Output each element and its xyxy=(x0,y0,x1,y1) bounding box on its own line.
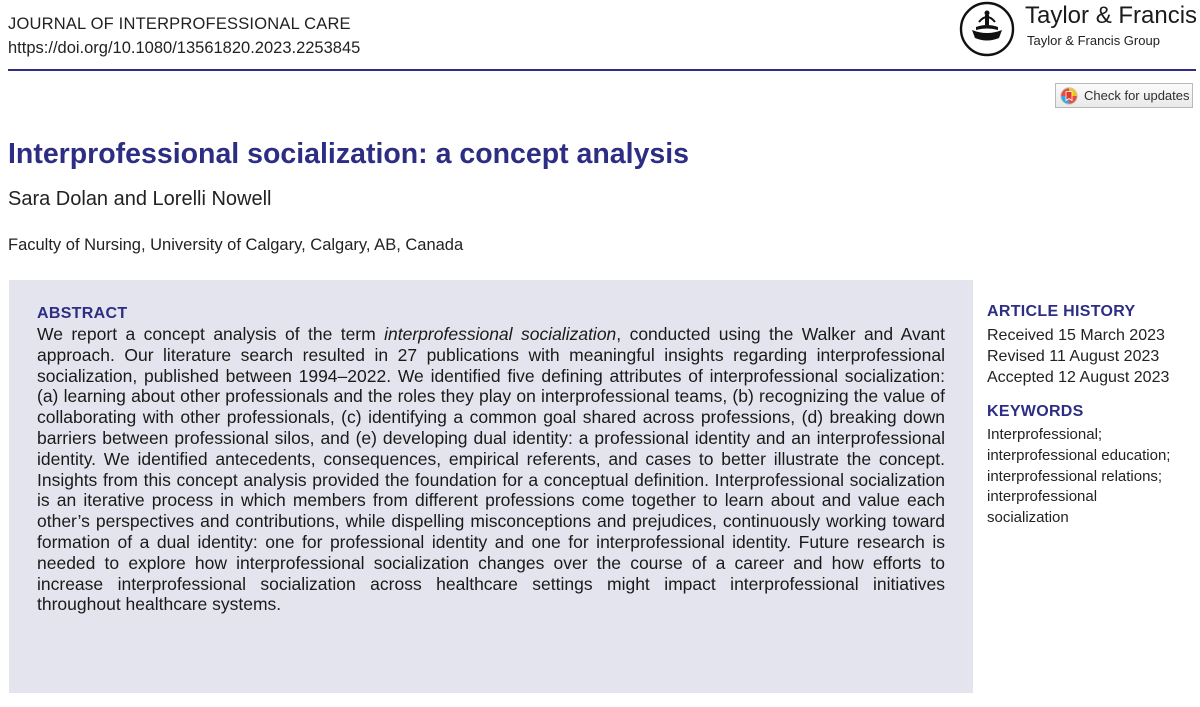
publisher-name: Taylor & Francis xyxy=(1025,2,1198,29)
article-authors: Sara Dolan and Lorelli Nowell xyxy=(8,188,272,210)
history-item-accepted: Accepted 12 August 2023 xyxy=(987,369,1170,386)
history-item-revised: Revised 11 August 2023 xyxy=(987,348,1160,365)
abstract-box xyxy=(9,280,973,693)
abstract-italic-term: interprofessional socialization xyxy=(384,324,617,344)
publisher-group: Taylor & Francis Group xyxy=(1027,33,1160,48)
keywords-heading: KEYWORDS xyxy=(987,403,1084,420)
doi-link[interactable]: https://doi.org/10.1080/13561820.2023.2253845 xyxy=(8,39,361,57)
abstract-text-part-1: We report a concept analysis of the term xyxy=(37,324,385,344)
keyword-item: interprofessional education; xyxy=(987,446,1171,464)
keyword-item: interprofessional relations; xyxy=(987,467,1163,485)
keywords-list xyxy=(987,425,1170,529)
keyword-item: Interprofessional; xyxy=(987,426,1103,443)
author-affiliation: Faculty of Nursing, University of Calgary, Calgary, AB, Canada xyxy=(8,236,464,254)
publisher-logo-icon xyxy=(959,1,1015,57)
header-divider xyxy=(8,69,1196,71)
publisher-block xyxy=(957,0,1197,62)
abstract-heading: ABSTRACT xyxy=(37,305,128,322)
abstract-text xyxy=(37,324,945,615)
keyword-item: socialization xyxy=(987,509,1069,527)
article-history-heading: ARTICLE HISTORY xyxy=(987,303,1136,320)
article-title: Interprofessional socialization: a concept analysis xyxy=(8,138,690,170)
abstract-text-part-2: , conducted using the Walker and Avant approach. Our literature search resulted in 27 publications with meaningful insights regarding interprofessional socialization, published between 1994–2022. We identified five defining attributes of interprofessional socialization: (a) learning about other professionals and the roles they play on interprofessional teams, (b) recognizing the value of collaborating with other professionals, (c) identifying a common goal shared across professions, (d) breaking down barriers between professional silos, and (e) developing dual identity: a professional identity and an interprofessional identity. We identified antecedents, consequences, empirical referents, and cases to better illustrate the concept. Insights from this concept analysis provided the foundation for a conceptual definition. Interprofessional socialization is an iterative process in which members from different professions come together to learn about and value each other’s perspectives and contributions, while dispelling misconceptions and prejudices, continuously working toward formation of a dual identity: one for professional identity and one for interprofessional identity. Future research is needed to explore how interprofessional socialization changes over the course of a career and how efforts to increase interprofessional socialization across healthcare settings might impact interprofessional initiatives throughout healthcare systems. xyxy=(37,324,946,615)
crossmark-icon xyxy=(1060,87,1078,105)
check-for-updates-label: Check for updates xyxy=(1084,88,1190,103)
keyword-item: interprofessional xyxy=(987,488,1098,506)
article-history-list xyxy=(987,325,1169,388)
journal-name: JOURNAL OF INTERPROFESSIONAL CARE xyxy=(8,15,351,33)
history-item-received: Received 15 March 2023 xyxy=(987,327,1165,344)
check-for-updates-button[interactable] xyxy=(1055,83,1193,108)
